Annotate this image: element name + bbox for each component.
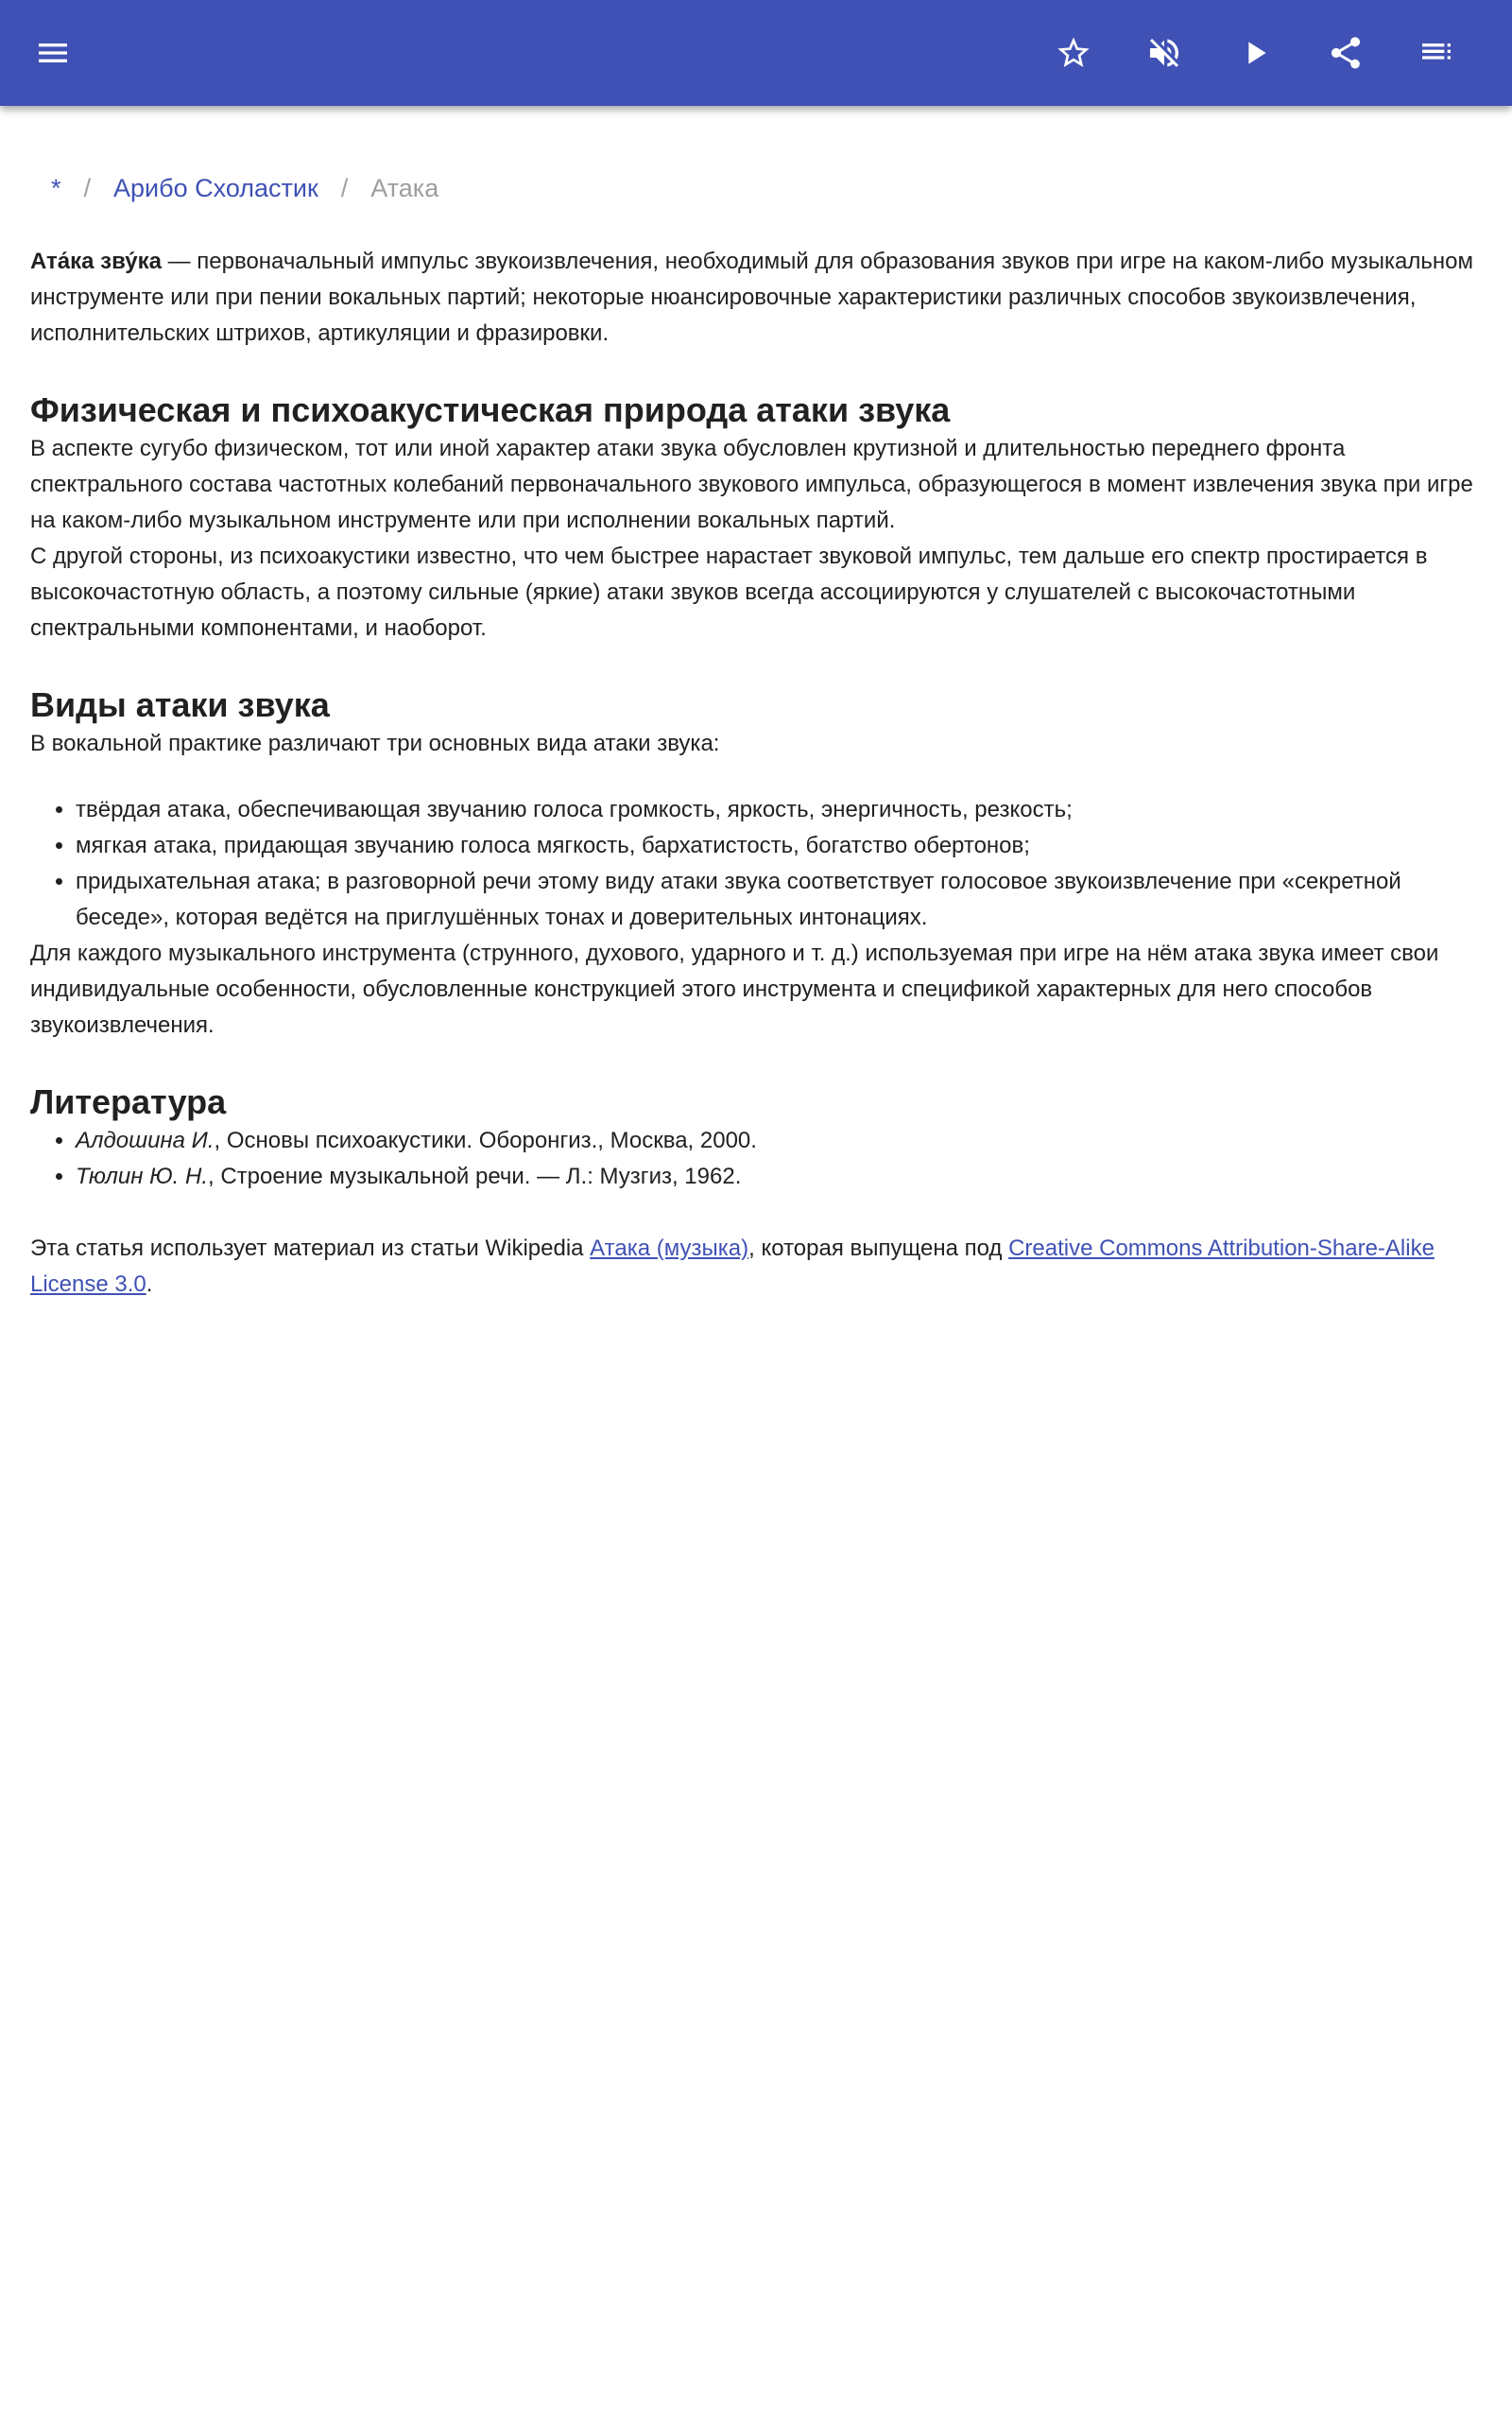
play-icon[interactable] — [1232, 30, 1278, 76]
license-link[interactable]: Creative Commons Attribution-Share-Alike License 3.0 — [30, 1236, 1435, 1297]
breadcrumb-separator: / — [83, 174, 92, 202]
intro-term: Ата́ка зву́ка — [30, 249, 162, 274]
share-icon[interactable] — [1323, 30, 1368, 76]
attribution-text: , которая выпущена под — [748, 1236, 1009, 1261]
list-item — [76, 1123, 1486, 1159]
menu-icon[interactable] — [30, 30, 76, 76]
list-item: • твёрдая атака, обеспечивающая звучанию голоса громкость, яркость, энергичность, резкость; — [76, 792, 1486, 828]
paragraph: С другой стороны, из психоакустики известно, что чем быстрее нарастает звуковой импульс, тем дальше его спектр простирается в высокочастотную область, а поэтому сильные (яркие) атаки звуков всегда ассоциируются у слушателей с высокочастотными спектральными компонентами, и наоборот. — [30, 544, 1428, 641]
volume-off-icon[interactable] — [1142, 30, 1187, 76]
star-icon[interactable] — [1051, 30, 1096, 76]
breadcrumb-separator: / — [340, 174, 349, 202]
literature-list — [30, 1123, 1486, 1195]
playlist-icon[interactable] — [1414, 30, 1459, 76]
breadcrumb — [51, 163, 1486, 214]
author: Тюлин Ю. Н. — [76, 1164, 209, 1189]
attribution-text: . — [146, 1271, 153, 1297]
paragraph: В аспекте сугубо физическом, тот или иной характер атаки звука обусловлен крутизной и длительностью переднего фронта спектрального состава частотных колебаний первоначального звукового импульса, образующегося в момент извлечения звука при игре на каком-либо музыкальном инструменте или при исполнении вокальных партий. — [30, 436, 1473, 533]
attribution-text: Эта статья использует материал из статьи Wikipedia — [30, 1236, 591, 1261]
intro-paragraph — [30, 244, 1486, 352]
section-heading: Физическая и психоакустическая природа атаки звука — [30, 390, 951, 429]
attribution — [30, 1231, 1486, 1303]
app-bar — [0, 0, 1512, 106]
wikipedia-article-link[interactable]: Атака (музыка) — [590, 1236, 749, 1261]
section-heading: Виды атаки звука — [30, 685, 330, 724]
breadcrumb-current: Атака — [370, 174, 439, 202]
article — [30, 163, 1486, 1303]
citation: , Основы психоакустики. Оборонгиз., Москва, 2000. — [214, 1128, 757, 1153]
attack-types-list — [30, 792, 1486, 936]
breadcrumb-parent[interactable]: Арибо Схоластик — [113, 174, 318, 202]
list-item: • мягкая атака, придающая звучанию голоса мягкость, бархатистость, богатство обертонов; — [76, 828, 1486, 864]
list-item — [76, 1159, 1486, 1195]
author: Алдошина И. — [76, 1128, 215, 1153]
list-item: • придыхательная атака; в разговорной речи этому виду атаки звука соответствует голосовое звукоизвлечение при «секретной беседе», которая ведётся на приглушённых тонах и доверительных интонациях. — [76, 864, 1486, 936]
intro-text: — первоначальный импульс звукоизвлечения, необходимый для образования звуков при игре на каком-либо музыкальном инструменте или при пении вокальных партий; некоторые нюансировочные характеристики различных способов звукоизвлечения, исполнительских штрихов, артикуляции и фразировки. — [30, 249, 1473, 346]
breadcrumb-home[interactable]: * — [51, 174, 61, 202]
paragraph: В вокальной практике различают три основных вида атаки звука: — [30, 731, 720, 756]
citation: , Строение музыкальной речи. — Л.: Музгиз, 1962. — [208, 1164, 742, 1189]
paragraph: Для каждого музыкального инструмента (струнного, духового, ударного и т. д.) используемая при игре на нём атака звука имеет свои индивидуальные особенности, обусловленные конструкцией этого инструмента и спецификой характерных для него способов звукоизвлечения. — [30, 941, 1439, 1038]
section-heading: Литература — [30, 1082, 227, 1121]
